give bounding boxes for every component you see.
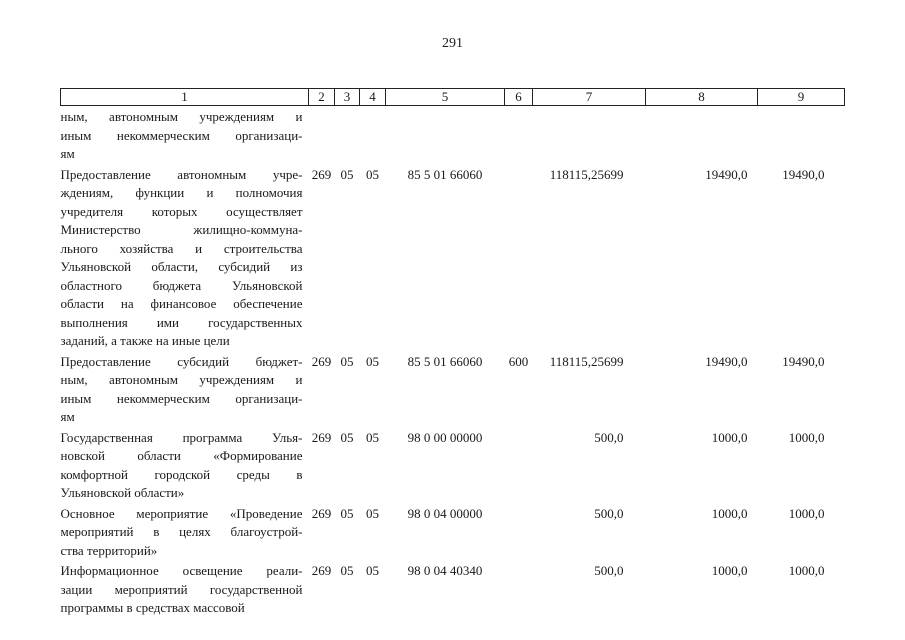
column-header-9: 9 <box>758 89 845 106</box>
description-line: ям <box>60 146 75 161</box>
cell-amount-3: 1000,0 <box>788 429 825 445</box>
cell-department: 269 <box>311 505 332 521</box>
description-line: ства территорий» <box>60 542 158 558</box>
cell-amount-2: 1000,0 <box>711 563 748 578</box>
description-line: Предоставление субсидий бюджет- <box>60 353 303 369</box>
description-line: зации мероприятий государственной <box>60 581 303 597</box>
cell-amount-3: 19490,0 <box>782 353 825 369</box>
cell-expense-type <box>505 164 533 351</box>
description-line: программы в средствах массовой <box>60 600 245 615</box>
cell-amount-3: 1000,0 <box>788 505 825 521</box>
cell-expense-type <box>505 106 533 164</box>
cell-department: 269 <box>311 353 332 369</box>
description-line: иным некоммерческим организаци- <box>60 390 303 406</box>
cell-subsection: 05 <box>366 429 379 445</box>
cell-section: 05 <box>340 353 354 369</box>
cell-department: 269 <box>311 429 332 445</box>
cell-target-article: 98 0 04 40340 <box>407 563 483 578</box>
description-line: Ульяновской области» <box>60 485 185 500</box>
table-row <box>61 106 845 164</box>
cell-amount-1: 500,0 <box>594 429 624 445</box>
description-line: новской области «Формирование <box>60 448 303 463</box>
description-line: заданий, а также на иные цели <box>60 333 230 348</box>
cell-section: 05 <box>340 505 354 521</box>
cell-subsection: 05 <box>366 353 379 369</box>
description-line: Предоставление автономным учре- <box>60 166 303 182</box>
column-header-3: 3 <box>335 89 360 106</box>
column-header-4: 4 <box>360 89 386 106</box>
cell-target-article: 85 5 01 66060 <box>407 353 483 369</box>
budget-table <box>60 88 845 618</box>
table-body <box>61 106 845 618</box>
cell-target-article: 98 0 00 00000 <box>407 429 483 445</box>
description-line: ждениям, функции и полномочия <box>60 185 303 200</box>
description-line: льного хозяйства и строительства <box>60 240 303 256</box>
cell-description <box>61 427 309 503</box>
cell-amount-2: 1000,0 <box>711 505 748 521</box>
column-header-7: 7 <box>533 89 646 106</box>
table-row <box>61 503 845 561</box>
description-line: ным, автономным учреждениям и <box>60 372 303 387</box>
cell-subsection: 05 <box>366 166 379 182</box>
cell-subsection: 05 <box>366 505 379 521</box>
description-line: комфортной городской среды в <box>60 466 303 482</box>
cell-target-article: 98 0 04 00000 <box>407 505 483 521</box>
cell-expense-type <box>505 503 533 561</box>
cell-expense-type: 600 <box>508 353 529 369</box>
cell-amount-2: 1000,0 <box>711 429 748 445</box>
cell-amount-2: 19490,0 <box>705 166 748 182</box>
description-line: выполнения ими государственных <box>60 314 303 330</box>
cell-section: 05 <box>340 563 354 578</box>
column-header-1: 1 <box>61 89 309 106</box>
cell-department: 269 <box>311 563 332 578</box>
cell-amount-2: 19490,0 <box>705 353 748 369</box>
cell-description <box>61 351 309 427</box>
cell-subsection: 05 <box>366 563 379 578</box>
cell-amount-3: 19490,0 <box>782 166 825 182</box>
description-line: ям <box>60 409 75 424</box>
cell-amount-1: 118115,25699 <box>549 166 624 182</box>
description-line: Министерство жилищно-коммуна- <box>60 222 303 237</box>
column-header-8: 8 <box>646 89 758 106</box>
column-header-2: 2 <box>309 89 335 106</box>
cell-expense-type <box>505 427 533 503</box>
cell-description <box>61 503 309 561</box>
cell-amount-1: 500,0 <box>594 505 624 521</box>
cell-amount-2 <box>646 106 758 164</box>
column-header-6: 6 <box>505 89 533 106</box>
description-line: Информационное освещение реали- <box>60 563 303 578</box>
cell-description <box>61 106 309 164</box>
cell-target-article: 85 5 01 66060 <box>407 166 483 182</box>
description-line: Государственная программа Улья- <box>60 429 303 445</box>
cell-amount-1: 500,0 <box>594 563 624 578</box>
description-line: ным, автономным учреждениям и <box>60 109 303 124</box>
cell-description <box>61 560 309 618</box>
table-row <box>61 164 845 351</box>
table-row <box>61 427 845 503</box>
page-number: 291 <box>442 36 463 51</box>
table-row <box>61 560 845 618</box>
cell-expense-type <box>505 560 533 618</box>
table-row <box>61 351 845 427</box>
cell-amount-1: 118115,25699 <box>549 353 624 369</box>
cell-section <box>335 106 360 164</box>
cell-subsection <box>360 106 386 164</box>
cell-department <box>309 106 335 164</box>
cell-amount-3: 1000,0 <box>788 563 825 578</box>
cell-target-article <box>386 106 505 164</box>
description-line: мероприятий в целях благоустрой- <box>60 524 303 539</box>
cell-department: 269 <box>311 166 332 182</box>
description-line: иным некоммерческим организаци- <box>60 127 303 143</box>
description-line: Ульяновской области, субсидий из <box>60 259 303 274</box>
table-header-row <box>61 89 845 106</box>
cell-amount-3 <box>758 106 845 164</box>
description-line: Основное мероприятие «Проведение <box>60 505 303 521</box>
cell-section: 05 <box>340 429 354 445</box>
description-line: областного бюджета Ульяновской <box>60 277 303 293</box>
column-header-5: 5 <box>386 89 505 106</box>
description-line: области на финансовое обеспечение <box>60 296 303 311</box>
cell-description <box>61 164 309 351</box>
description-line: учредителя которых осуществляет <box>60 203 303 219</box>
cell-amount-1 <box>533 106 646 164</box>
cell-section: 05 <box>340 166 354 182</box>
